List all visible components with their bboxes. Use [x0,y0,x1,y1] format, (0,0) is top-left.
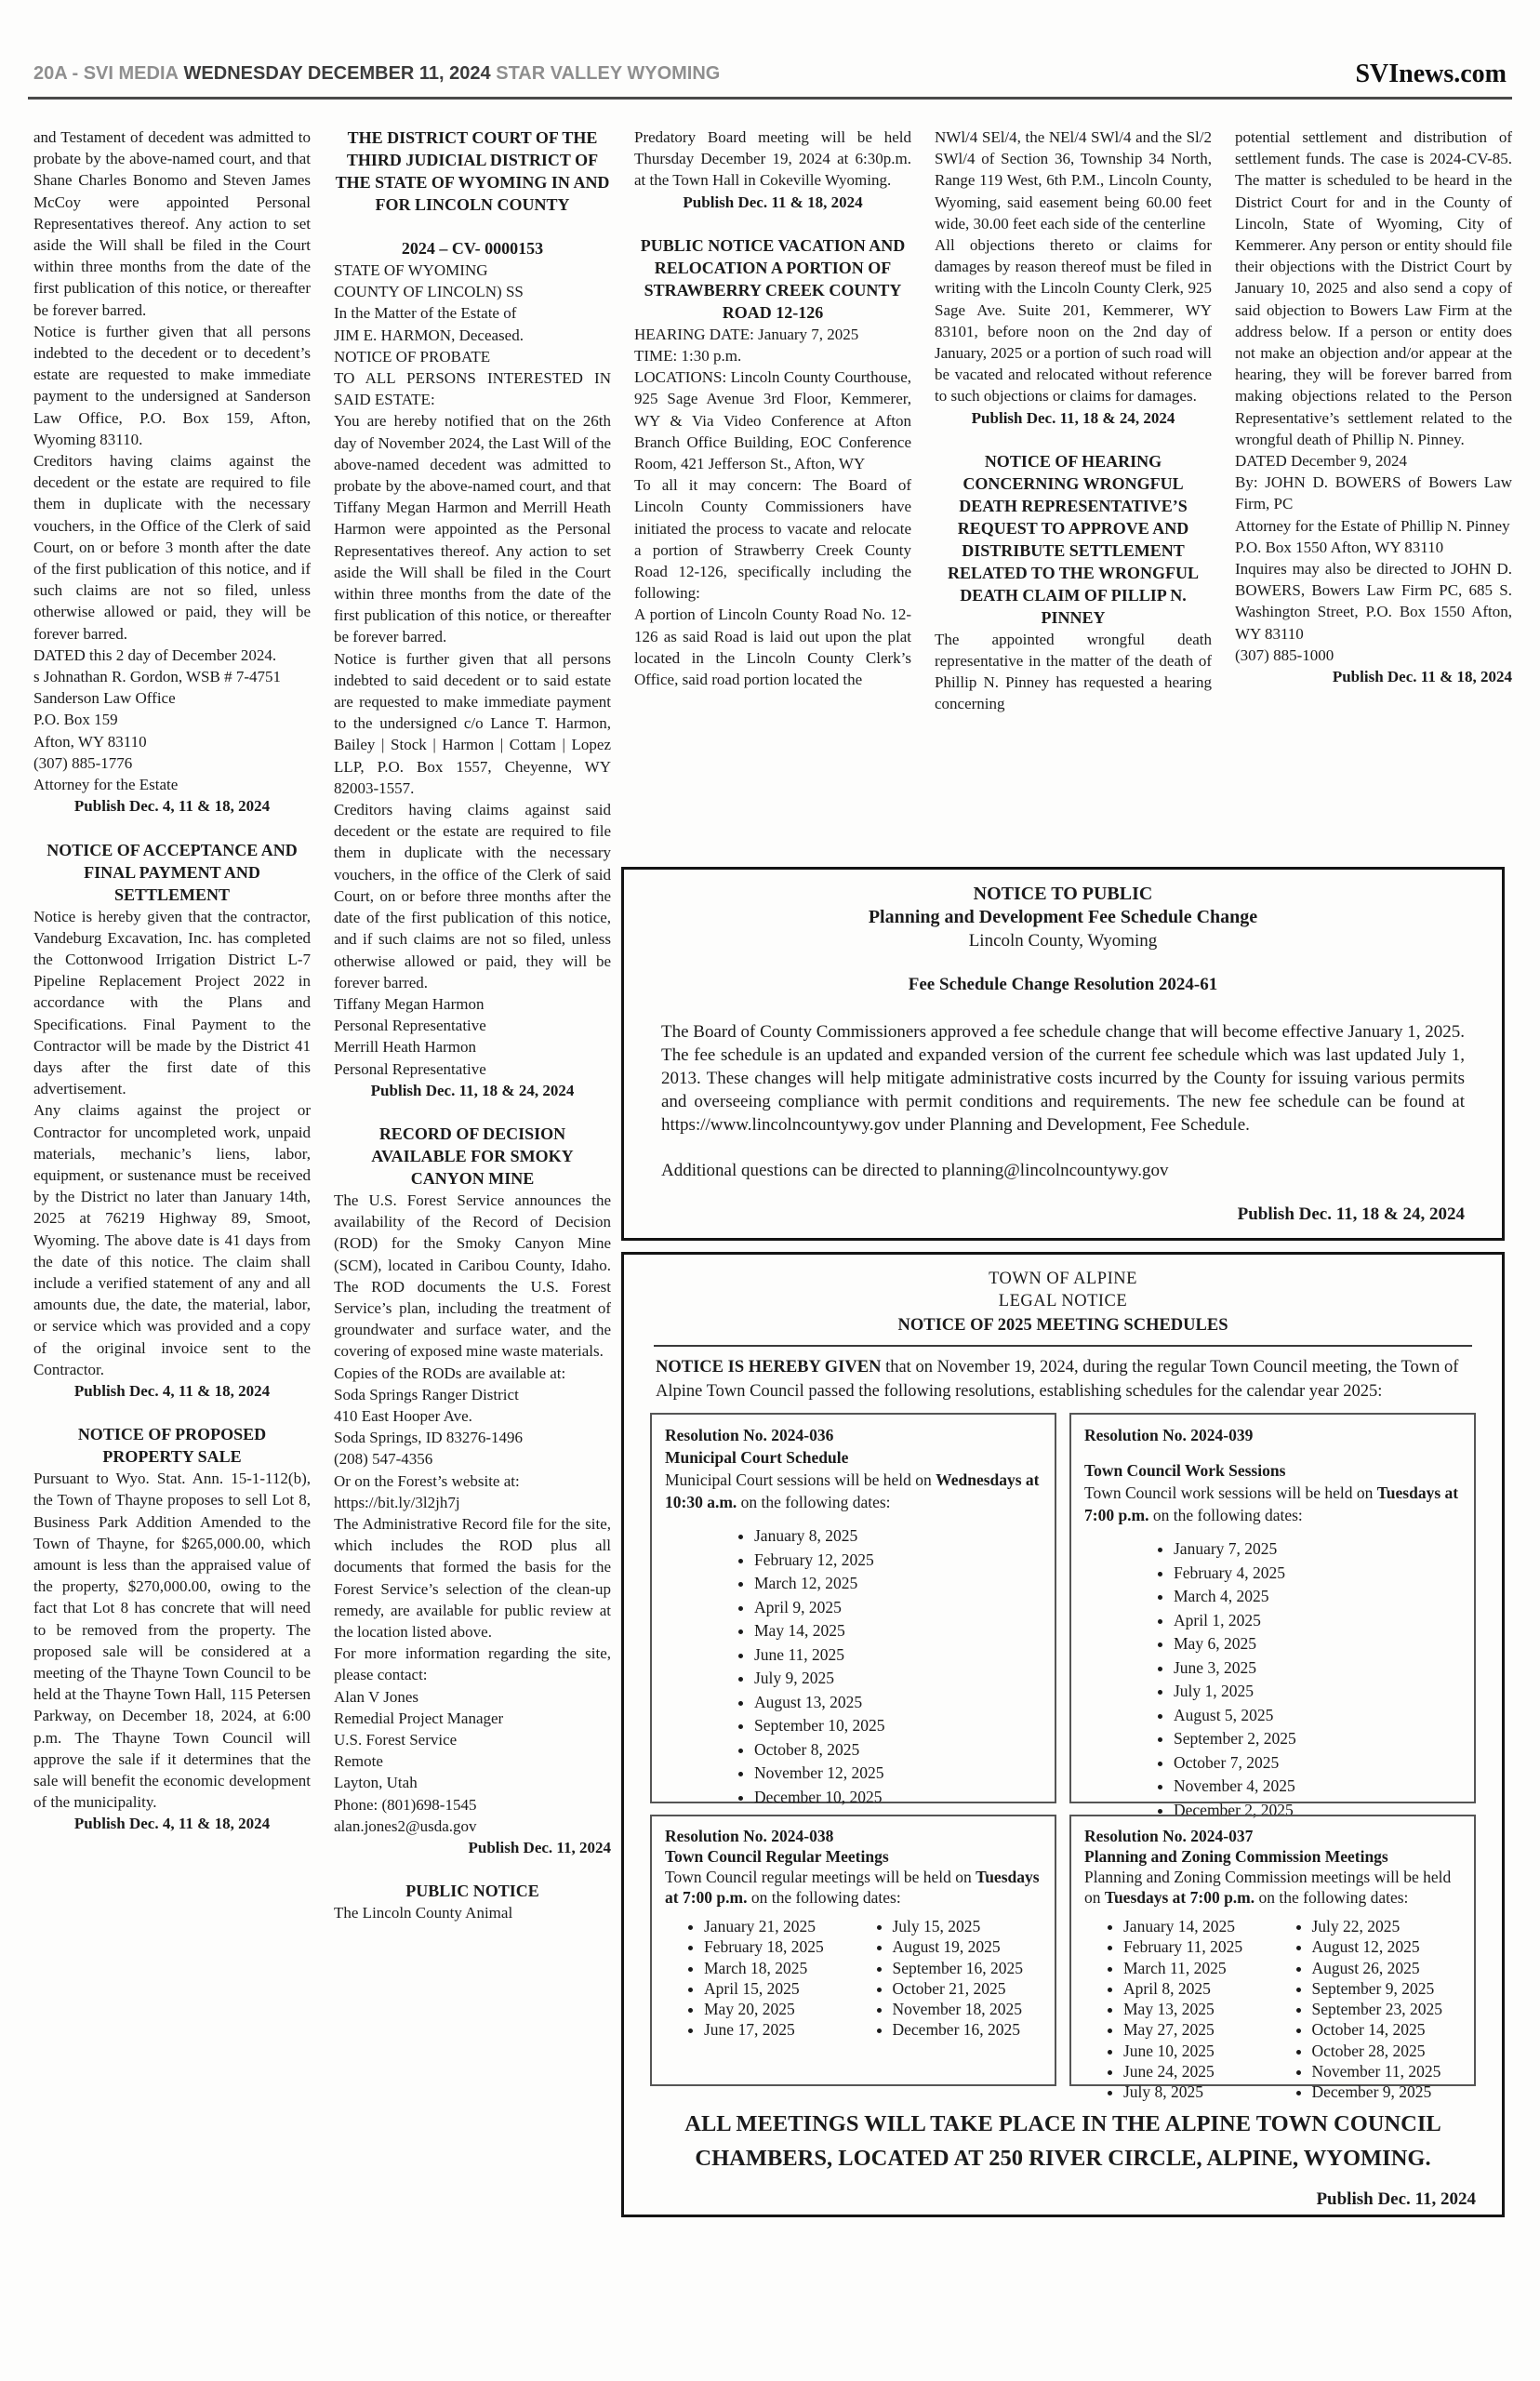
meeting-date-item: • February 11, 2025 [1123,1937,1273,1957]
notice-text: TIME: 1:30 p.m. [634,347,742,366]
resolution-number: Resolution No. 2024-038 [665,1827,834,1845]
notice-text: 410 East Hooper Ave. [334,1406,472,1425]
notice-text: Layton, Utah [334,1774,418,1792]
date-list-right [1273,1917,1462,2104]
meeting-date-item: • December 2, 2025 [1174,1799,1461,1821]
meeting-date-item: • February 18, 2025 [704,1937,854,1957]
publish-line: Publish Dec. 11 & 18, 2024 [1332,668,1512,686]
alpine-meeting-schedules-box [621,1252,1505,2217]
notice-text: Remedial Project Manager [334,1709,504,1727]
meeting-date-item: • May 20, 2025 [704,2000,854,2019]
notice-text: Any claims against the project or Contractor for uncompleted work, unpaid materials, mechanic’s liens, labor, equipment, or sustenance must be received by the District no later than January 14th, 2025 at 76219 Highway 89, Smoot, Wyoming. The above date is 41 days from the date of this notice. The claim shall include a verified statement of any and all amounts due, the date, the material, labor, or service which was provided and a copy of the original invoice sent to the Contractor. [33,1101,311,1378]
notice-text: COUNTY OF LINCOLN) SS [334,283,524,301]
notice-text: To all it may concern: The Board of Lincoln County Commissioners have initiated the process to vacate and relocate a portion of Strawberry Creek County Road 12-126, specifically including the following: [634,476,911,603]
date-list-left [665,1917,854,2042]
meeting-date-item: • July 15, 2025 [893,1917,1042,1936]
notice-text: Inquires may also be directed to JOHN D. BOWERS, Bowers Law Firm PC, 685 S. Washington Street, P.O. Box 1550 Afton, WY 83110 [1235,560,1512,643]
meeting-date-item: • August 12, 2025 [1312,1937,1462,1957]
alpine-intro [656,1356,1470,1403]
notice-text: Notice is further given that all persons indebted to said decedent or to said estate are requested to make immediate payment to the undersigned c/o Lance T. Harmon, Bailey | Stock | Harmon | Cottam | Lopez LLP, P.O. Box 1557, Cheyenne, WY 82003-1557. [334,649,611,797]
notice-text: NOTICE OF PROBATE [334,347,491,366]
meeting-date-item: • November 11, 2025 [1312,2062,1462,2082]
notice-text: DATED December 9, 2024 [1235,452,1408,471]
date-list-columns [1084,1908,1461,2104]
meeting-date-item: • March 11, 2025 [1123,1959,1273,1978]
meeting-date-item: • February 12, 2025 [754,1549,1042,1571]
alpine-title: TOWN OF ALPINE [989,1270,1137,1288]
meeting-date-item: • June 10, 2025 [1123,2042,1273,2061]
meeting-date-item: • April 8, 2025 [1123,1979,1273,1999]
publish-line: Publish Dec. 4, 11 & 18, 2024 [73,797,271,816]
notice-text: Personal Representative [334,1017,486,1035]
alpine-publish-line: Publish Dec. 11, 2024 [1316,2189,1476,2209]
meeting-date-item: • November 4, 2025 [1174,1775,1461,1797]
legal-column-5 [1235,126,1512,687]
notice-text: Attorney for the Estate of Phillip N. Pinney [1235,516,1510,535]
notice-text: Notice is further given that all persons indebted to the decedent or to decedent’s estate are requested to make immediate payment to the undersigned at Sanderson Law Office, P.O. Box 159, Afton, Wyoming 83110. [33,322,311,448]
fee-box-subtitle: Planning and Development Fee Schedule Change [868,907,1258,927]
alpine-intro-rest: that on November 19, 2024, during the regular Town Council meeting, the Town of Alpine Town Council passed the following resolutions, establishing schedules for the calendar year 2025: [656,1358,1459,1401]
fee-box-body: The Board of County Commissioners approved a fee schedule change that will become effective January 1, 2025. The fee schedule is an updated and expanded version of the current fee schedule which was last updated July 1, 2013. These changes will help mitigate administrative costs incurred by the County for issuing various permits and overseeing compliance with permit conditions and requirements. The new fee schedule can be found at https://www.lincolncountywy.gov under Planning and Development, Fee Schedule. [661,1022,1465,1135]
notice-text: All objections thereto or claims for damages by reason thereof must be filed in writing with the Lincoln County Clerk, 925 Sage Ave. Suite 201, Kemmerer, WY 83101, before noon on the 2nd day of January, 2025 or a portion of such road will be vacated and relocated without reference to such objections or claims for damages. [935,236,1212,406]
date-list [665,1524,1042,1808]
meeting-date-item: • May 6, 2025 [1174,1632,1461,1655]
notice-text: P.O. Box 159 [33,711,118,729]
resolution-number: Resolution No. 2024-036 [665,1426,834,1444]
notice-text: JIM E. HARMON, Deceased. [334,326,524,344]
meeting-date-item: • May 14, 2025 [754,1619,1042,1642]
resolution-grid [650,1413,1476,2102]
resolution-lead: Municipal Court sessions will be held on Wednesdays at 10:30 a.m. on the following dates: [665,1470,1040,1511]
notice-text: alan.jones2@usda.gov [334,1816,477,1835]
publish-line: Publish Dec. 11, 2024 [468,1839,611,1857]
notice-text: The Lincoln County Animal [334,1904,513,1922]
meeting-date-item: • August 5, 2025 [1174,1704,1461,1726]
masthead-divider [28,97,1512,100]
meeting-date-item: • October 28, 2025 [1312,2042,1462,2061]
notice-text: Notice is hereby given that the contractor, Vandeburg Excavation, Inc. has completed the Cottonwood Irrigation District L-7 Pipeline Replacement Project 2022 in accordance with the Plans and Specifications. Final Payment to the Contractor will be made by the District 41 days after the first date of this advertisement. [33,907,311,1098]
notice-heading: NOTICE OF PROPOSED PROPERTY SALE [77,1425,267,1467]
resolution-box-2024-036 [650,1413,1056,1806]
notice-text: https://bit.ly/3l2jh7j [334,1493,460,1511]
date-list [1084,1537,1461,1821]
publish-line: Publish Dec. 4, 11 & 18, 2024 [73,1815,271,1833]
notice-text: (307) 885-1000 [1235,645,1334,664]
meeting-date-item: • December 10, 2025 [754,1786,1042,1808]
alpine-footer-announcement [650,2107,1476,2175]
meeting-date-item: • September 16, 2025 [893,1959,1042,1978]
fee-schedule-notice-box [621,867,1505,1241]
masthead [33,60,1507,95]
notice-text: Afton, WY 83110 [33,732,147,751]
notice-text: Creditors having claims against the decedent or the estate are required to file them in duplicate with the necessary vouchers, in the Office of the Clerk of said Court, on or before 3 month after the date of the first publication of this notice, and if such claims are not so filed, unless otherwise allowed or paid, they will be forever barred. [33,452,311,643]
meeting-date-item: • July 8, 2025 [1123,2082,1273,2102]
meeting-date-item: • March 18, 2025 [704,1959,854,1978]
alpine-schedules-heading: NOTICE OF 2025 MEETING SCHEDULES [897,1316,1228,1335]
notice-text: For more information regarding the site, please contact: [334,1644,611,1684]
notice-text: Merrill Heath Harmon [334,1038,476,1057]
meeting-date-item: • August 13, 2025 [754,1691,1042,1713]
publish-line: Publish Dec. 11 & 18, 2024 [683,193,863,211]
notice-text: P.O. Box 1550 Afton, WY 83110 [1235,538,1444,556]
notice-heading: NOTICE OF HEARING CONCERNING WRONGFUL DEATH REPRESENTATIVE’S REQUEST TO APPROVE AND DISTRIBUTE SETTLEMENT RELATED TO THE WRONGFUL DEATH CLAIM OF PILLIP N. PINNEY [948,451,1199,627]
notice-text: (208) 547-4356 [334,1450,433,1469]
date-list-right [854,1917,1042,2042]
notice-text: Phone: (801)698-1545 [334,1795,477,1814]
notice-heading: PUBLIC NOTICE [405,1882,539,1901]
fee-box-location: Lincoln County, Wyoming [968,931,1158,951]
meeting-date-item: • October 7, 2025 [1174,1751,1461,1774]
notice-text: The Administrative Record file for the site, which includes the ROD plus all documents that formed the basis for the Forest Service’s selection of the clean-up remedy, are available for public review at the location listed above. [334,1514,611,1641]
issue-date-label: WEDNESDAY DECEMBER 11, 2024 [183,63,491,84]
alpine-intro-lead: NOTICE IS HEREBY GIVEN [656,1358,882,1377]
meeting-date-item: • December 16, 2025 [893,2020,1042,2040]
notice-text: In the Matter of the Estate of [334,304,517,323]
notice-heading: PUBLIC NOTICE VACATION AND RELOCATION A PORTION OF STRAWBERRY CREEK COUNTY ROAD 12-126 [640,235,906,322]
meeting-date-item: • October 8, 2025 [754,1738,1042,1761]
resolution-name: Planning and Zoning Commission Meetings [1084,1847,1388,1866]
website-label: SVInews.com [1355,60,1507,88]
meeting-date-item: • January 8, 2025 [754,1524,1042,1547]
notice-text: Predatory Board meeting will be held Thursday December 19, 2024 at 6:30p.m. at the Town Hall in Cokeville Wyoming. [634,128,911,190]
meeting-date-item: • April 1, 2025 [1174,1609,1461,1631]
meeting-date-item: • September 2, 2025 [1174,1727,1461,1749]
resolution-name: Municipal Court Schedule [665,1448,849,1467]
fee-box-contact: Additional questions can be directed to planning@lincolncountywy.gov [661,1161,1169,1180]
notice-text: HEARING DATE: January 7, 2025 [634,325,859,343]
meeting-date-item: • June 3, 2025 [1174,1656,1461,1679]
notice-text: Or on the Forest’s website at: [334,1471,520,1490]
date-list-left [1084,1917,1273,2104]
notice-text: NWl/4 SEl/4, the NEl/4 SWl/4 and the Sl/2 SWl/4 of Section 36, Township 34 North, Range 119 West, 6th P.M., Lincoln County, Wyoming, said easement being 60.00 feet wide, 30.00 feet each side of the centerline [935,128,1212,233]
meeting-date-item: • March 4, 2025 [1174,1585,1461,1607]
legal-column-2 [334,126,611,1923]
notice-text: Sanderson Law Office [33,689,176,708]
notice-text: Soda Springs, ID 83276-1496 [334,1429,524,1447]
notice-text: Copies of the RODs are available at: [334,1363,566,1382]
publish-line: Publish Dec. 4, 11 & 18, 2024 [73,1381,271,1400]
meeting-date-item: • January 7, 2025 [1174,1537,1461,1560]
notice-text: LOCATIONS: Lincoln County Courthouse, 925 Sage Avenue 3rd Floor, Kemmerer, WY & Via Video Conference at Afton Branch Office Building, EOC Conference Room, 421 Jefferson St., Afton, WY [634,368,911,473]
notice-text: potential settlement and distribution of settlement funds. The case is 2024-CV-85. The matter is scheduled to be heard in the District Court for and in the County of Lincoln, State of Wyoming, City of Kemmerer. Any person or entity should file their objections with the District Court by January 10, 2025 and also send a copy of said objection to Bowers Law Firm at the address below. If a person or entity does not make an objection and/or appear at the hearing, they will be forever barred from making objections related to the Person Representative’s settlement related to the wrongful death of Phillip N. Pinney. [1235,128,1512,448]
resolution-name: Town Council Regular Meetings [665,1847,889,1866]
meeting-date-item: • November 12, 2025 [754,1762,1042,1784]
legal-column-3 [634,126,911,690]
notice-text: Alan V Jones [334,1687,418,1706]
resolution-lead: Town Council work sessions will be held on Tuesdays at 7:00 p.m. on the following dates: [1084,1483,1459,1524]
meeting-date-item: • September 10, 2025 [754,1714,1042,1736]
meeting-date-item: • July 22, 2025 [1312,1917,1462,1936]
meeting-date-item: • June 17, 2025 [704,2020,854,2040]
meeting-date-item: • April 15, 2025 [704,1979,854,1999]
notice-text: and Testament of decedent was admitted to probate by the above-named court, and that Shane Charles Bonomo and Steven James McCoy were appointed Personal Representatives thereof. Any action to set aside the Will shall be filed in the Court within three months from the date of the first publication of this notice, or thereafter be forever barred. [33,128,311,319]
resolution-box-2024-038 [650,1815,1056,2086]
meeting-date-item: • July 9, 2025 [754,1667,1042,1689]
meeting-date-item: • October 14, 2025 [1312,2020,1462,2040]
notice-heading: 2024 – CV- 0000153 [401,239,544,258]
meeting-date-item: • May 13, 2025 [1123,2000,1273,2019]
publish-line: Publish Dec. 11, 18 & 24, 2024 [971,408,1175,427]
fee-box-resolution: Fee Schedule Change Resolution 2024-61 [908,975,1218,994]
resolution-box-2024-039 [1069,1413,1476,1819]
resolution-lead: Planning and Zoning Commission meetings will be held on Tuesdays at 7:00 p.m. on the following dates: [1084,1868,1452,1907]
fee-box-title: NOTICE TO PUBLIC [973,884,1153,904]
date-list-columns [665,1908,1042,2042]
alpine-footer-line2: CHAMBERS, LOCATED AT 250 RIVER CIRCLE, ALPINE, WYOMING. [695,2146,1431,2171]
meeting-date-item: • June 11, 2025 [754,1643,1042,1666]
legal-column-1 [33,126,311,1835]
notice-heading: RECORD OF DECISION AVAILABLE FOR SMOKY CANYON MINE [371,1124,574,1188]
notice-text: s Johnathan R. Gordon, WSB # 7-4751 [33,668,282,686]
resolution-box-2024-037 [1069,1815,1476,2102]
meeting-date-item: • October 21, 2025 [893,1979,1042,1999]
publish-line: Publish Dec. 11, 18 & 24, 2024 [370,1081,575,1099]
notice-text: U.S. Forest Service [334,1731,458,1749]
fee-box-publish-line: Publish Dec. 11, 18 & 24, 2024 [1237,1204,1465,1224]
meeting-date-item: • May 27, 2025 [1123,2020,1273,2040]
notice-text: (307) 885-1776 [33,753,133,772]
alpine-legal-notice-label: LEGAL NOTICE [998,1292,1128,1310]
meeting-date-item: • March 12, 2025 [754,1572,1042,1594]
notice-text: You are hereby notified that on the 26th day of November 2024, the Last Will of the above-named decedent was admitted to probate by the above-named court, and that Tiffany Megan Harmon and Merrill Heath Harmon were appointed as the Personal Representatives thereof. Any action to set aside the Will shall be filed in the Court within three months from the date of the first publication of this notice, or thereafter be forever barred. [334,412,611,646]
notice-text: STATE OF WYOMING [334,261,488,279]
meeting-date-item: • February 4, 2025 [1174,1562,1461,1584]
notice-text: Soda Springs Ranger District [334,1385,519,1403]
resolution-number: Resolution No. 2024-039 [1084,1426,1254,1444]
meeting-date-item: • September 9, 2025 [1312,1979,1462,1999]
notice-text: TO ALL PERSONS INTERESTED IN SAID ESTATE: [334,369,611,409]
notice-text: DATED this 2 day of December 2024. [33,645,277,664]
meeting-date-item: • September 23, 2025 [1312,2000,1462,2019]
meeting-date-item: • December 9, 2025 [1312,2082,1462,2102]
meeting-date-item: • August 26, 2025 [1312,1959,1462,1978]
notice-text: The U.S. Forest Service announces the availability of the Record of Decision (ROD) for the Smoky Canyon Mine (SCM), located in Caribou County, Idaho. The ROD documents the U.S. Forest Service’s plan, including the treatment of groundwater and surface water, and the covering of exposed mine waste materials. [334,1190,611,1361]
alpine-divider [654,1345,1472,1347]
notice-heading: THE DISTRICT COURT OF THE THIRD JUDICIAL DISTRICT OF THE STATE OF WYOMING IN AND FOR LINCOLN COUNTY [335,128,610,214]
notice-text: Personal Representative [334,1059,486,1078]
meeting-date-item: • August 19, 2025 [893,1937,1042,1957]
resolution-lead: Town Council regular meetings will be held on Tuesdays at 7:00 p.m. on the following dates: [665,1868,1040,1907]
resolution-number: Resolution No. 2024-037 [1084,1827,1254,1845]
meeting-date-item: • January 21, 2025 [704,1917,854,1936]
resolution-name: Town Council Work Sessions [1084,1461,1286,1480]
notice-text: Pursuant to Wyo. Stat. Ann. 15-1-112(b), the Town of Thayne proposes to sell Lot 8, Business Park Addition Amended to the Town of Thayne, for $265,000.00, which amount is less than the appraised value of the property, $270,000.00, owing to the fact that Lot 8 has concrete that will need to be removed from the property. The proposed sale will be considered at a meeting of the Thayne Town Council to be held at the Thayne Town Hall, 115 Petersen Parkway, on December 18, 2024, at 6:00 p.m. The Thayne Town Council will approve the sale if it determines that the sale will benefit the economic development of the municipality. [33,1470,311,1812]
meeting-date-item: • June 24, 2025 [1123,2062,1273,2082]
page-number-label: 20A - SVI MEDIA [33,63,179,84]
notice-heading: NOTICE OF ACCEPTANCE AND FINAL PAYMENT AND SETTLEMENT [46,840,298,904]
meeting-date-item: • January 14, 2025 [1123,1917,1273,1936]
notice-text: By: JOHN D. BOWERS of Bowers Law Firm, PC [1235,473,1512,513]
notice-text: Creditors having claims against said decedent or the estate are required to file them in duplicate with the necessary vouchers, in the office of the Clerk of said Court, on or before three months after the date of the first publication of this notice, and if such claims are not so filed, unless otherwise allowed or paid, they will be forever barred. [334,801,611,991]
notice-text: The appointed wrongful death representative in the matter of the death of Phillip N. Pinney has requested a hearing concerning [935,630,1212,713]
meeting-date-item: • November 18, 2025 [893,2000,1042,2019]
notice-text: Remote [334,1752,383,1771]
legal-column-4 [935,126,1212,715]
alpine-footer-line1: ALL MEETINGS WILL TAKE PLACE IN THE ALPINE TOWN COUNCIL [684,2111,1441,2136]
meeting-date-item: • April 9, 2025 [754,1596,1042,1618]
meeting-date-item: • July 1, 2025 [1174,1680,1461,1702]
notice-text: A portion of Lincoln County Road No. 12-126 as said Road is laid out upon the plat located in the Lincoln County Clerk’s Office, said road portion located the [634,605,911,689]
notice-text: Tiffany Megan Harmon [334,994,485,1013]
region-label: STAR VALLEY WYOMING [496,63,721,84]
notice-text: Attorney for the Estate [33,776,179,794]
